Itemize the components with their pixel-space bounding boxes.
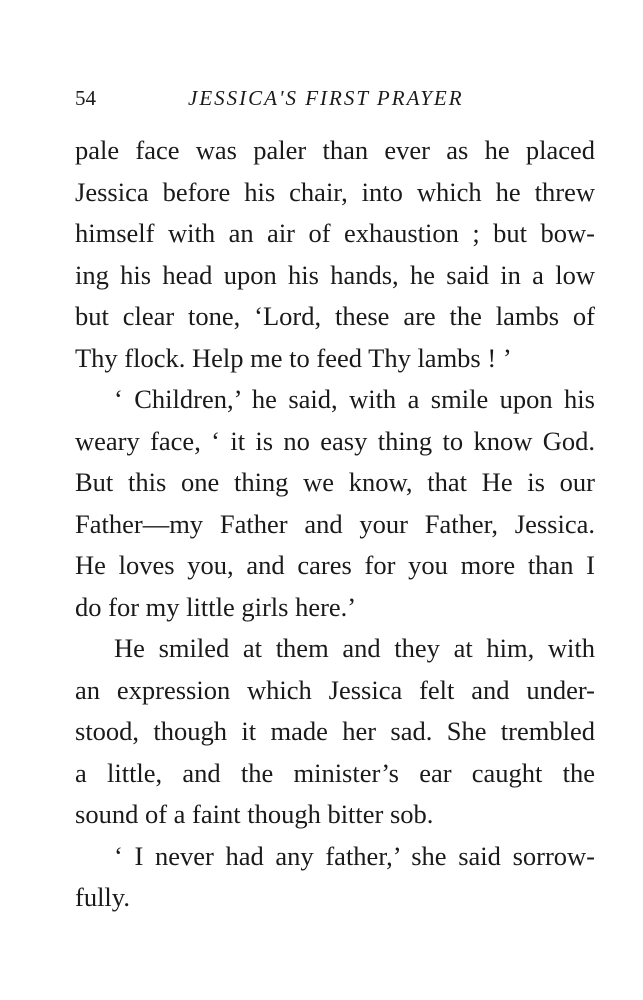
text-line: an expression which Jessica felt and under- <box>75 674 595 705</box>
text-line: himself with an air of exhaustion ; but bow- <box>75 218 595 248</box>
text-line: weary face, ‘ it is no easy thing to know God. <box>75 425 595 456</box>
text-line: ing his head upon his hands, he said in a low <box>75 259 595 290</box>
text-line: but clear tone, ‘Lord, these are the lambs of <box>75 301 595 331</box>
text-line: sound of a faint though bitter sob. <box>75 799 434 829</box>
text-line: stood, though it made her sad. She trembled <box>75 716 595 746</box>
running-title: JESSICA'S FIRST PRAYER <box>188 86 464 110</box>
text-line: pale face was paler than ever as he placed <box>75 135 595 165</box>
text-line: Jessica before his chair, into which he threw <box>75 176 595 207</box>
page-number: 54 <box>75 86 96 110</box>
text-line: ‘ I never had any father,’ she said sorrow- <box>114 840 595 871</box>
text-line: ‘ Children,’ he said, with a smile upon his <box>114 384 595 414</box>
text-line: He smiled at them and they at him, with <box>114 633 595 663</box>
text-line: do for my little girls here.’ <box>75 591 357 622</box>
text-line: Father—my Father and your Father, Jessica. <box>75 508 595 539</box>
running-head <box>75 86 595 116</box>
text-line: Thy flock. Help me to feed Thy lambs ! ’ <box>75 342 512 373</box>
text-line: He loves you, and cares for you more than I <box>75 550 595 580</box>
body-text <box>75 130 595 919</box>
text-line: But this one thing we know, that He is our <box>75 467 595 497</box>
text-line: a little, and the minister’s ear caught the <box>75 757 595 788</box>
text-line: fully. <box>75 882 130 912</box>
